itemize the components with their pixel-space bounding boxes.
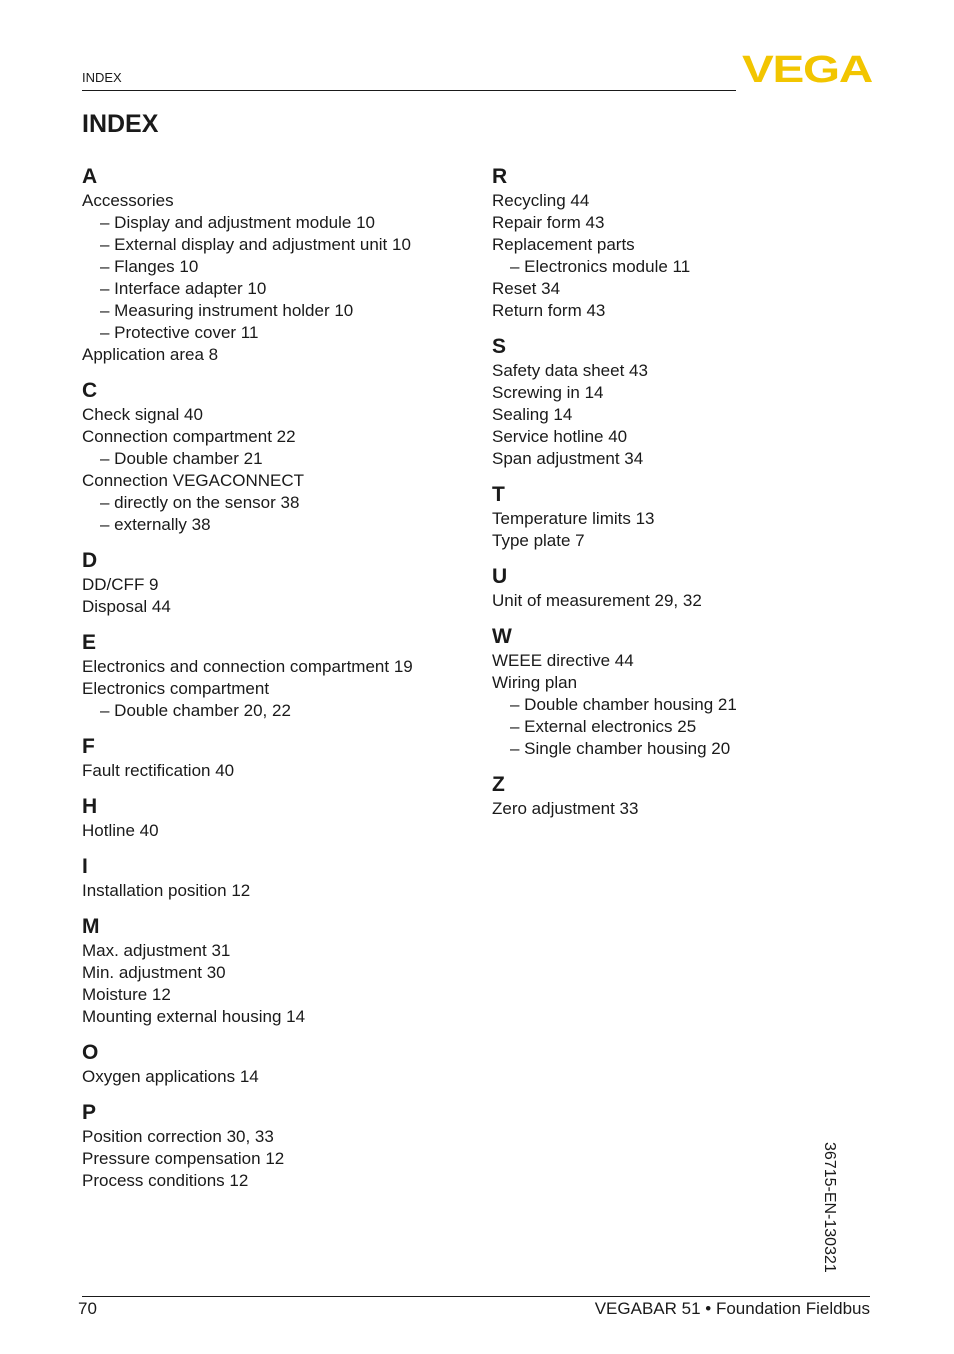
index-section [492,772,882,820]
index-entry: Min. adjustment 30 [82,963,226,982]
section-letter: E [82,631,97,654]
index-subentry: – externally 38 [100,515,211,534]
index-entry: Screwing in 14 [492,383,604,402]
index-entry: Process conditions 12 [82,1171,249,1190]
index-section [492,164,882,322]
index-section [82,630,472,722]
index-entry: Position correction 30, 33 [82,1127,274,1146]
index-subentry: – Display and adjustment module 10 [100,213,375,232]
document-id: 36715-EN-130321 [821,1142,838,1273]
section-letter: Z [492,773,505,796]
index-entry: WEEE directive 44 [492,651,634,670]
section-letter: S [492,335,507,358]
header-rule [82,90,736,91]
section-letter: U [492,565,508,588]
index-column-left [82,164,472,1204]
index-subentry: – Electronics module 11 [510,257,691,276]
index-entry: Installation position 12 [82,881,251,900]
vega-logo [740,50,874,86]
index-entry: Sealing 14 [492,405,573,424]
index-entry: Zero adjustment 33 [492,799,639,818]
index-subentry: – Measuring instrument holder 10 [100,301,354,320]
index-entry: Repair form 43 [492,213,605,232]
index-section [492,624,882,760]
index-entry: Hotline 40 [82,821,159,840]
index-entry: Wiring plan [492,673,578,692]
index-subentry: – Single chamber housing 20 [510,739,731,758]
index-entry: Replacement parts [492,235,635,254]
index-section [82,164,472,366]
index-entry: Connection compartment 22 [82,427,296,446]
index-section [82,378,472,536]
index-entry: Fault rectification 40 [82,761,235,780]
section-letter: C [82,379,98,402]
running-header: INDEX [82,70,122,85]
footer-rule [82,1296,870,1297]
index-entry: Unit of measurement 29, 32 [492,591,702,610]
section-letter: A [82,165,98,188]
index-entry: Accessories [82,191,174,210]
index-subentry: – Double chamber housing 21 [510,695,737,714]
index-entry: Electronics and connection compartment 19 [82,657,413,676]
index-subentry: – directly on the sensor 38 [100,493,300,512]
index-section [82,1100,472,1192]
index-entry: Mounting external housing 14 [82,1007,306,1026]
index-entry: Temperature limits 13 [492,509,655,528]
index-entry: Connection VEGACONNECT [82,471,305,490]
index-section [492,334,882,470]
index-section [82,854,472,902]
logo-wordmark: VEGA [742,50,873,86]
index-subentry: – Double chamber 21 [100,449,263,468]
index-subentry: – Interface adapter 10 [100,279,267,298]
section-letter: R [492,165,508,188]
index-subentry: – External display and adjustment unit 10 [100,235,411,254]
page-number: 70 [78,1299,97,1318]
index-section [492,482,882,552]
index-subentry: – Protective cover 11 [100,323,259,342]
index-column-right [492,164,882,832]
index-entry: Service hotline 40 [492,427,628,446]
index-entry: Max. adjustment 31 [82,941,231,960]
index-subentry: – Flanges 10 [100,257,199,276]
index-entry: DD/CFF 9 [82,575,159,594]
index-entry: Recycling 44 [492,191,590,210]
index-entry: Moisture 12 [82,985,171,1004]
index-entry: Electronics compartment [82,679,270,698]
index-entry: Return form 43 [492,301,606,320]
section-letter: M [82,915,100,938]
section-letter: W [492,625,512,648]
index-section [82,1040,472,1088]
section-letter: T [492,483,505,506]
index-entry: Pressure compensation 12 [82,1149,285,1168]
index-entry: Type plate 7 [492,531,585,550]
index-entry: Reset 34 [492,279,561,298]
index-entry: Span adjustment 34 [492,449,644,468]
index-entry: Check signal 40 [82,405,203,424]
footer-title: VEGABAR 51 • Foundation Fieldbus [594,1299,870,1318]
index-section [82,794,472,842]
section-letter: O [82,1041,99,1064]
section-letter: P [82,1101,97,1124]
index-entry: Application area 8 [82,345,219,364]
index-subentry: – External electronics 25 [510,717,697,736]
section-letter: I [82,855,88,878]
index-entry: Oxygen applications 14 [82,1067,259,1086]
index-section [82,914,472,1028]
index-section [82,734,472,782]
index-entry: Disposal 44 [82,597,171,616]
section-letter: D [82,549,98,572]
index-entry: Safety data sheet 43 [492,361,648,380]
section-letter: F [82,735,95,758]
section-letter: H [82,795,98,818]
page-title: INDEX [82,110,159,138]
index-subentry: – Double chamber 20, 22 [100,701,291,720]
index-section [82,548,472,618]
index-section [492,564,882,612]
